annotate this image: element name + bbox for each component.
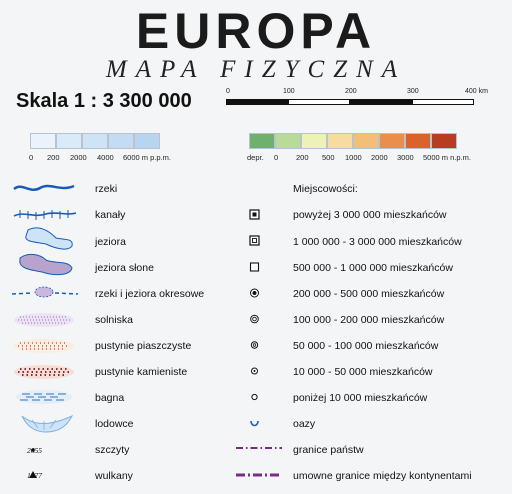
scale-tick: 0 <box>226 88 230 95</box>
salt-lake-icon <box>20 254 72 274</box>
legend-label-solniska: solniska <box>95 314 133 326</box>
sand-desert-icon <box>14 339 74 353</box>
depth-swatch <box>82 133 108 149</box>
legend-label-jeziora: jeziora <box>95 236 126 248</box>
legend-label-city-200k: 200 000 - 500 000 mieszkańców <box>293 288 445 300</box>
elevation-label: 0 <box>274 153 279 162</box>
depth-swatch <box>108 133 134 149</box>
depth-swatch <box>134 133 160 149</box>
legend-label-city-100k: 100 000 - 200 000 mieszkańców <box>293 314 445 326</box>
legend-label-bagna: bagna <box>95 392 125 404</box>
elevation-label: 1000 <box>345 153 362 162</box>
elevation-label: 3000 <box>397 153 414 162</box>
canal-icon <box>14 210 76 220</box>
scale-segment <box>288 99 350 105</box>
elevation-swatch <box>301 133 327 149</box>
legend-label-rzeki: rzeki <box>95 183 118 195</box>
city-500k-icon <box>251 263 259 271</box>
elevation-label: 500 <box>322 153 335 162</box>
elevation-scale <box>249 133 457 149</box>
volcano-sample: 1277 <box>27 471 42 480</box>
city-100k-icon <box>251 315 259 323</box>
city-50k-icon <box>251 342 257 348</box>
scale-segment <box>226 99 288 105</box>
legend-label-city-1m: 1 000 000 - 3 000 000 mieszkańców <box>293 236 462 248</box>
legend-label-szczyty: szczyty <box>95 444 130 456</box>
elevation-label: 200 <box>296 153 309 162</box>
legend-label-granice-kontynentow: umowne granice między kontynentami <box>293 470 472 482</box>
elevation-swatch <box>353 133 379 149</box>
elevation-label: depr. <box>247 153 264 162</box>
scale-tick: 400 km <box>465 88 488 95</box>
depth-scale <box>30 133 160 149</box>
elevation-swatch <box>405 133 431 149</box>
salt-flat-icon <box>14 313 74 327</box>
legend-label-city-10k: 10 000 - 50 000 mieszkańców <box>293 366 433 378</box>
lake-icon <box>26 228 72 249</box>
map-title: EUROPA <box>135 3 377 59</box>
scale-tick: 300 <box>407 88 419 95</box>
legend-label-wulkany: wulkany <box>95 470 133 482</box>
legend-label-pustynie-kamieniste: pustynie kamieniste <box>95 366 188 378</box>
elevation-swatch <box>275 133 301 149</box>
oasis-icon <box>251 421 258 426</box>
peak-sample: 2655 <box>27 446 42 455</box>
legend-label-kanaly: kanały <box>95 209 126 221</box>
legend-heading-miejscowosci: Miejscowości: <box>293 183 358 195</box>
elevation-swatch <box>249 133 275 149</box>
depth-swatch <box>56 133 82 149</box>
scale-tick: 200 <box>345 88 357 95</box>
legend-label-city-3m: powyżej 3 000 000 mieszkańców <box>293 209 447 221</box>
city-1m-icon <box>250 236 259 245</box>
city-small-icon <box>252 394 257 399</box>
scale-segment <box>412 99 474 105</box>
legend-symbols-right <box>236 205 286 485</box>
depth-label: 4000 <box>97 153 114 162</box>
legend-label-city-50k: 50 000 - 100 000 mieszkańców <box>293 340 439 352</box>
depth-label: 6000 m p.p.m. <box>123 153 171 162</box>
seasonal-water-icon <box>12 287 78 297</box>
city-3m-icon <box>250 210 259 219</box>
legend-label-okresowe: rzeki i jeziora okresowe <box>95 288 205 300</box>
legend-label-lodowce: lodowce <box>95 418 134 430</box>
legend-label-city-500k: 500 000 - 1 000 000 mieszkańców <box>293 262 453 274</box>
scale-bar <box>226 99 474 105</box>
legend-label-city-small: poniżej 10 000 mieszkańców <box>293 392 428 404</box>
depth-label: 2000 <box>70 153 87 162</box>
elevation-swatch <box>431 133 457 149</box>
depth-swatch <box>30 133 56 149</box>
river-icon <box>14 186 74 190</box>
elevation-label: 5000 m n.p.m. <box>423 153 471 162</box>
legend-label-oazy: oazy <box>293 418 316 430</box>
scale-label: Skala 1 : 3 300 000 <box>16 90 192 112</box>
depth-label: 200 <box>47 153 60 162</box>
depth-label: 0 <box>29 153 34 162</box>
swamp-icon <box>16 390 72 404</box>
legend-label-jeziora-slone: jeziora słone <box>95 262 154 274</box>
legend-symbols-left <box>10 180 80 490</box>
elevation-swatch <box>379 133 405 149</box>
stone-desert-icon <box>14 365 74 379</box>
scale-tick: 100 <box>283 88 295 95</box>
city-200k-icon <box>251 289 259 297</box>
glacier-icon <box>22 416 72 432</box>
city-10k-icon <box>252 368 258 374</box>
scale-segment <box>350 99 412 105</box>
elevation-label: 2000 <box>371 153 388 162</box>
map-subtitle: MAPA FIZYCZNA <box>105 56 407 83</box>
legend-label-pustynie-piaszczyste: pustynie piaszczyste <box>95 340 192 352</box>
elevation-swatch <box>327 133 353 149</box>
legend-label-granice-panstw: granice państw <box>293 444 364 456</box>
